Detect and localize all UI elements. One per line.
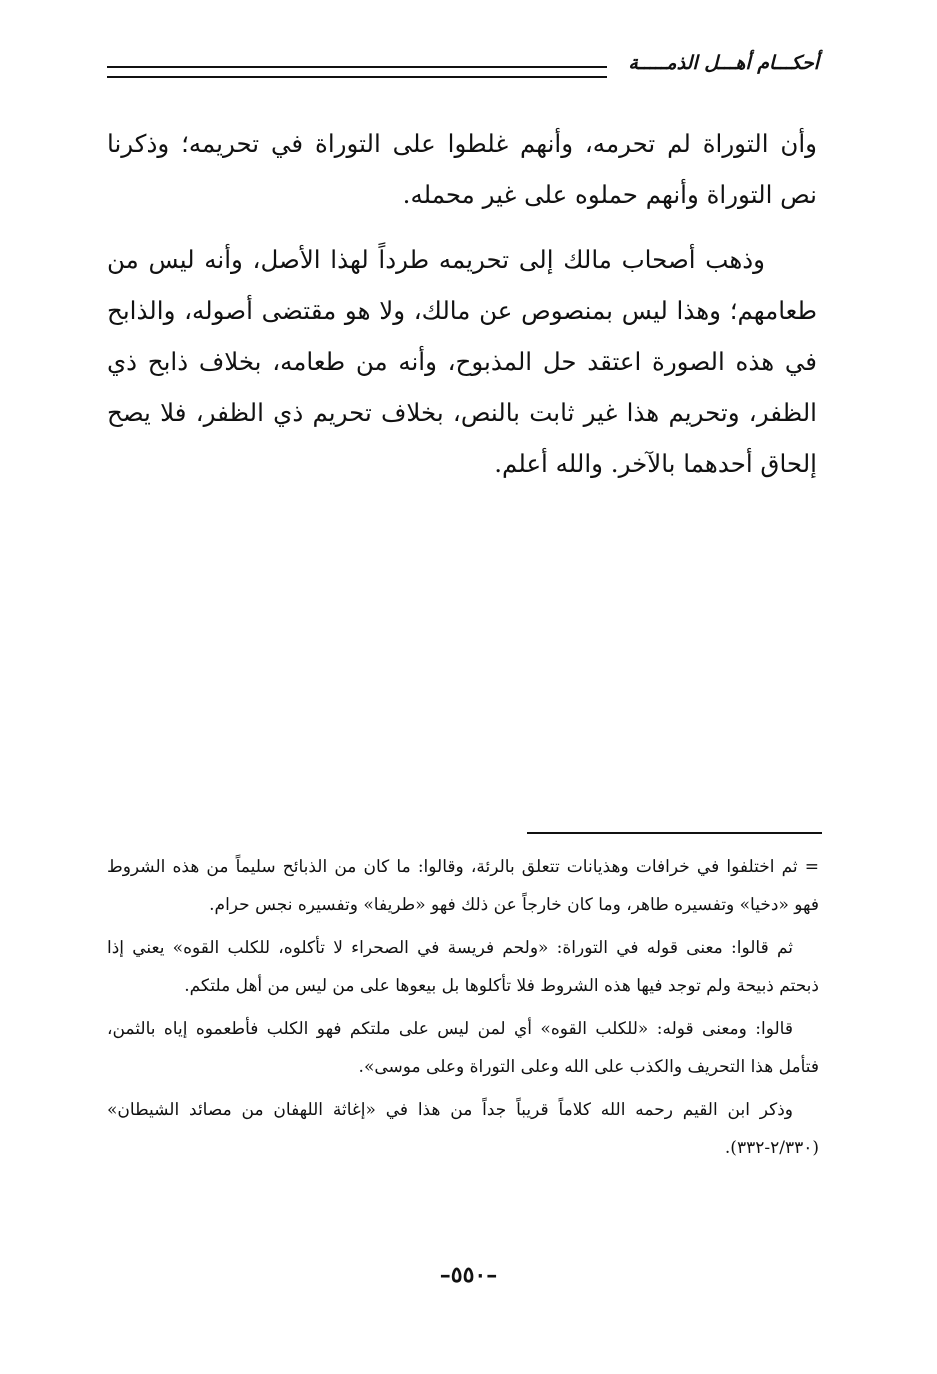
- body-paragraph: وأن التوراة لم تحرمه، وأنهم غلطوا على التوراة في تحريمه؛ وذكرنا نص التوراة وأنهم حملوه على غير محمله.: [107, 129, 817, 209]
- header-double-rule: [107, 66, 607, 78]
- page-number: –٥٥٠–: [439, 1262, 498, 1288]
- footnote-paragraph: ثم قالوا: معنى قوله في التوراة: «ولحم فريسة في الصحراء لا تأكلوه، للكلب القوه» يعني إذا ذبحتم ذبيحة ولم توجد فيها هذه الشروط فلا تأكلوها بل بيعوها على من ليس من أهل ملتكم.: [107, 938, 819, 996]
- footnote-paragraph: قالوا: ومعنى قوله: «للكلب القوه» أي لمن ليس على ملتكم فهو الكلب فأطعموه إياه بالثمن، فتأمل هذا التحريف والكذب على الله وعلى التوراة وعلى موسى».: [107, 1019, 819, 1077]
- footnote-separator: [527, 832, 822, 834]
- footnote-paragraph: = ثم اختلفوا في خرافات وهذيانات تتعلق بالرئة، وقالوا: ما كان من الذبائح سليماً من هذه الشروط فهو «دخيا» وتفسيره طاهر، وما كان خارجاً عن ذلك فهو «طريفا» وتفسيره نجس حرام.: [107, 857, 819, 915]
- footnote-paragraph: وذكر ابن القيم رحمه الله كلاماً قريباً جداً من هذا في «إغاثة اللهفان من مصائد الشيطان» (٢/٣٣٠-٣٣٢).: [107, 1100, 819, 1158]
- running-title: أحكـــام أهـــل الذمـــــة: [628, 52, 819, 74]
- body-paragraph: وذهب أصحاب مالك إلى تحريمه طرداً لهذا الأصل، وأنه ليس من طعامهم؛ وهذا ليس بمنصوص عن مالك، ولا هو مقتضى أصوله، والذابح في هذه الصورة اعتقد حل المذبوح، وأنه من طعامه، بخلاف ذابح ذي الظفر، وتحريم هذا غير ثابت بالنص، بخلاف تحريم ذي الظفر، فلا يصح إلحاق أحدهما بالآخر. والله أعلم.: [107, 245, 817, 478]
- main-text: [107, 118, 817, 503]
- footnotes: [107, 848, 819, 1172]
